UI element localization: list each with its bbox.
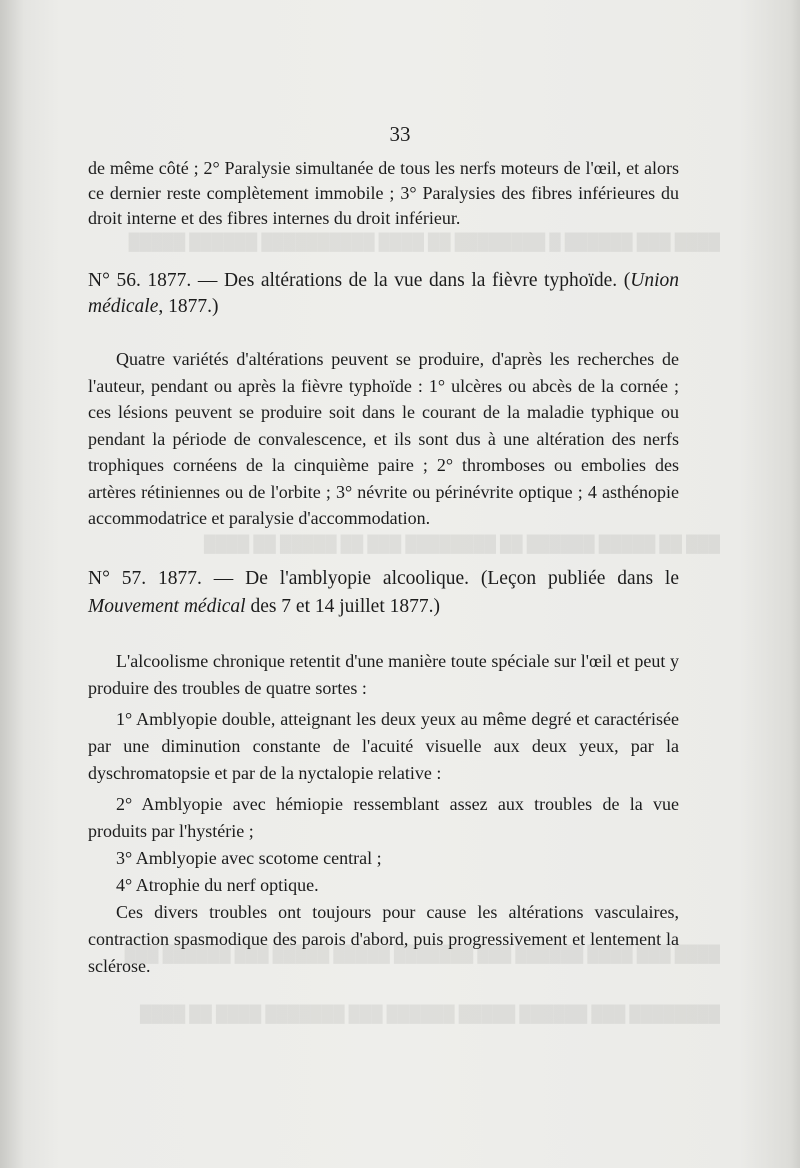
entry-57-intro: L'alcoolisme chronique retentit d'une manière toute spéciale sur l'œil et peut y produire des troubles de quatre sortes : <box>88 651 679 698</box>
entry-57-summary <box>88 648 679 980</box>
entry-57-dates: des 7 et 14 juillet 1877.) <box>245 596 440 617</box>
entry-57-title <box>88 565 679 621</box>
entry-57-item-4: 4° Atrophie du nerf optique. <box>116 875 319 895</box>
entry-57-conclusion: Ces divers troubles ont toujours pour cause les altérations vasculaires, contraction spasmodique des parois d'abord, puis progressivement et lentement la sclérose. <box>88 902 679 976</box>
entry-56-label: N° 56. 1877. — Des altérations de la vue dans la fièvre typhoïde. ( <box>88 270 631 291</box>
entry-57-heading <box>88 565 679 621</box>
bleed-through-text: ████ ███ ██████ █ ████████ ██ ████ ██████████ ██████ █████ <box>128 234 720 251</box>
intro-paragraph <box>88 156 679 231</box>
entry-57-item-1: 1° Amblyopie double, atteignant les deux yeux au même degré et caractérisée par une diminution constante de l'acuité visuelle aux deux yeux, par la dyschromatopsie et par de la nyctalopie relative : <box>88 709 679 783</box>
bleed-through-text: ███ ██ █████ ██████ ██ ████████ ███ ██ █████ ██ ████ <box>203 536 720 553</box>
entry-57-item-3: 3° Amblyopie avec scotome central ; <box>116 848 382 868</box>
bleed-through-text: ████ ███ ████ ██████ ███ ███████ █████ █████ ███ ██████ ███ <box>124 946 720 963</box>
bleed-through-text: ████████ ███ ██████ █████ ██████ ███ ███████ ████ ██ ████ <box>139 1006 720 1023</box>
entry-56-heading <box>88 268 679 320</box>
entry-57-item-2: 2° Amblyopie avec hémiopie ressemblant assez aux troubles de la vue produits par l'hystérie ; <box>88 794 679 841</box>
entry-56-summary <box>88 346 679 532</box>
entry-56-summary-text: Quatre variétés d'altérations peuvent se produire, d'après les recherches de l'auteur, pendant ou après la fièvre typhoïde : 1° ulcères ou abcès de la cornée ; ces lésions peuvent se produire soit dans le courant de la maladie typhique ou pendant la période de convalescence, et ils sont dus à une altération des nerfs trophiques cornéens de la cinquième paire ; 2° thromboses ou embolies des artères rétiniennes ou de l'orbite ; 3° névrite ou périnévrite optique ; 4 asthénopie accommodatrice et paralysie d'accommodation. <box>88 349 679 528</box>
entry-56-journal: Union médicale <box>88 270 679 317</box>
entry-57-label: N° 57. 1877. — De l'amblyopie alcoolique. (Leçon publiée dans le <box>88 568 679 589</box>
entry-57-journal: Mouvement médical <box>88 596 246 617</box>
entry-56-title <box>88 268 679 320</box>
entry-56-year: , 1877.) <box>158 296 219 317</box>
intro-text: de même côté ; 2° Paralysie simultanée de tous les nerfs moteurs de l'œil, et alors ce dernier reste complètement immobile ; 3° Paralysies des fibres inférieures du droit interne et des fibres internes du droit inférieur. <box>88 158 679 228</box>
page-number: 33 <box>389 122 411 146</box>
